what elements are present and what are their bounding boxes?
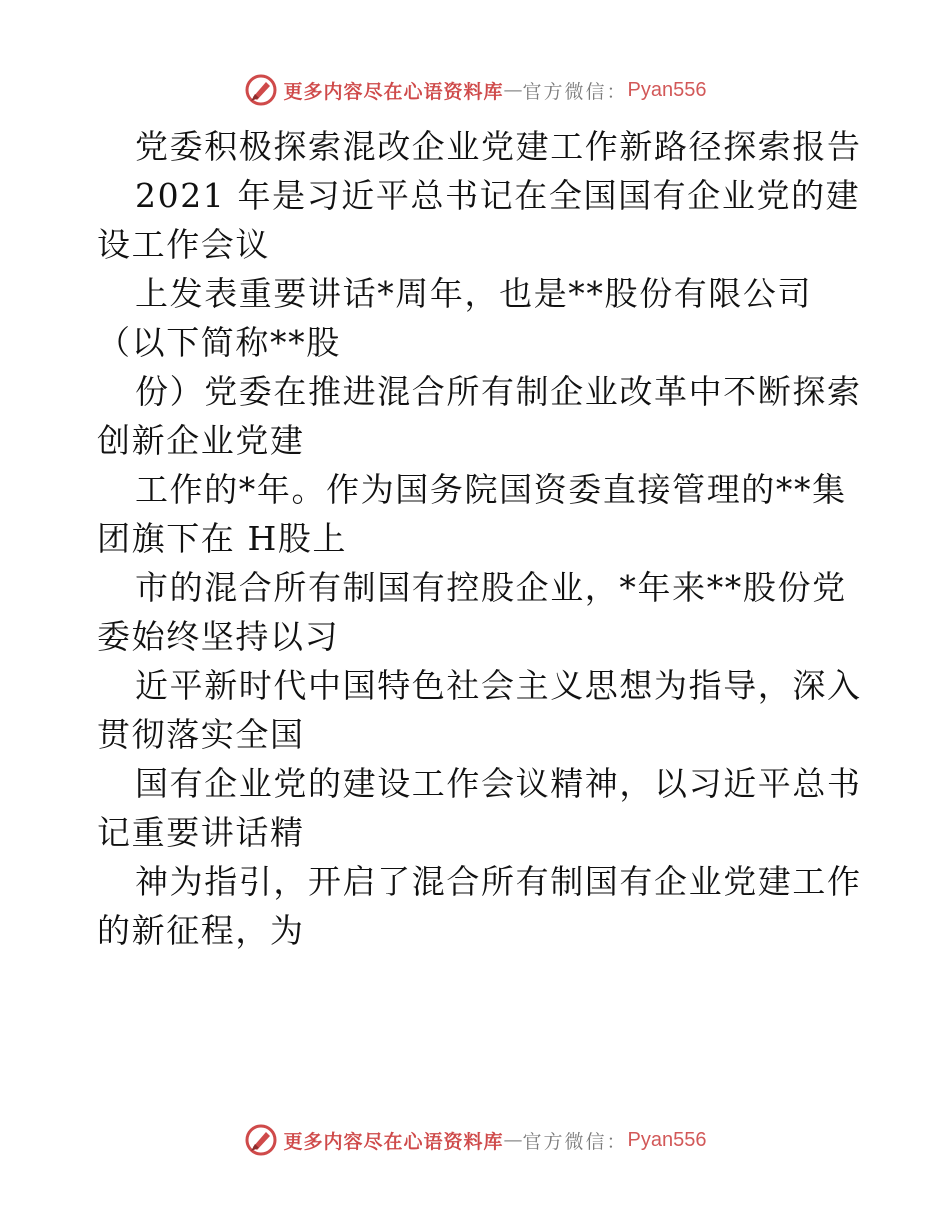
header-wechat-id: Pyan556: [627, 78, 707, 101]
footer-brand-text: 更多内容尽在心语资料库: [283, 1130, 504, 1153]
paragraph-line: 市的混合所有制国有控股企业，*年来**股份党: [135, 568, 847, 607]
brand-logo-icon: [244, 73, 278, 107]
paragraph-line: 记重要讲话精: [97, 813, 305, 852]
footer-wechat-label: 官方微信：: [522, 1130, 628, 1153]
paragraph-line: 近平新时代中国特色社会主义思想为指导，深入: [135, 666, 862, 705]
paragraph-line: 设工作会议: [97, 225, 270, 264]
paragraph-line: 团旗下在 H股上: [97, 519, 348, 558]
paragraph-line: 上发表重要讲话*周年，也是**股份有限公司: [135, 274, 813, 313]
paragraph-line: 2021 年是习近平总书记在全国国有企业党的建: [135, 176, 861, 215]
footer-wechat-id: Pyan556: [627, 1128, 707, 1151]
paragraph-line: 委始终坚持以习: [97, 617, 340, 656]
footer-banner: [0, 1120, 950, 1160]
paragraph-line: 份）党委在推进混合所有制企业改革中不断探索: [135, 372, 862, 411]
paragraph-line: （以下简称**股: [97, 323, 341, 362]
paragraph-line: 的新征程，为: [97, 911, 305, 950]
brand-logo-icon: [244, 1123, 278, 1157]
footer-separator: —: [503, 1129, 523, 1151]
paragraph-line: 创新企业党建: [97, 421, 305, 460]
header-brand-text: 更多内容尽在心语资料库: [283, 80, 504, 103]
paragraph-line: 国有企业党的建设工作会议精神，以习近平总书: [135, 764, 862, 803]
paragraph-line: 工作的*年。作为国务院国资委直接管理的**集: [135, 470, 847, 509]
header-banner: [0, 70, 950, 110]
document-title: 党委积极探索混改企业党建工作新路径探索报告: [135, 127, 862, 166]
header-separator: —: [503, 79, 523, 101]
header-wechat-label: 官方微信：: [522, 80, 628, 103]
paragraph-line: 贯彻落实全国: [97, 715, 305, 754]
document-body: [97, 122, 897, 955]
paragraph-line: 神为指引，开启了混合所有制国有企业党建工作: [135, 862, 862, 901]
